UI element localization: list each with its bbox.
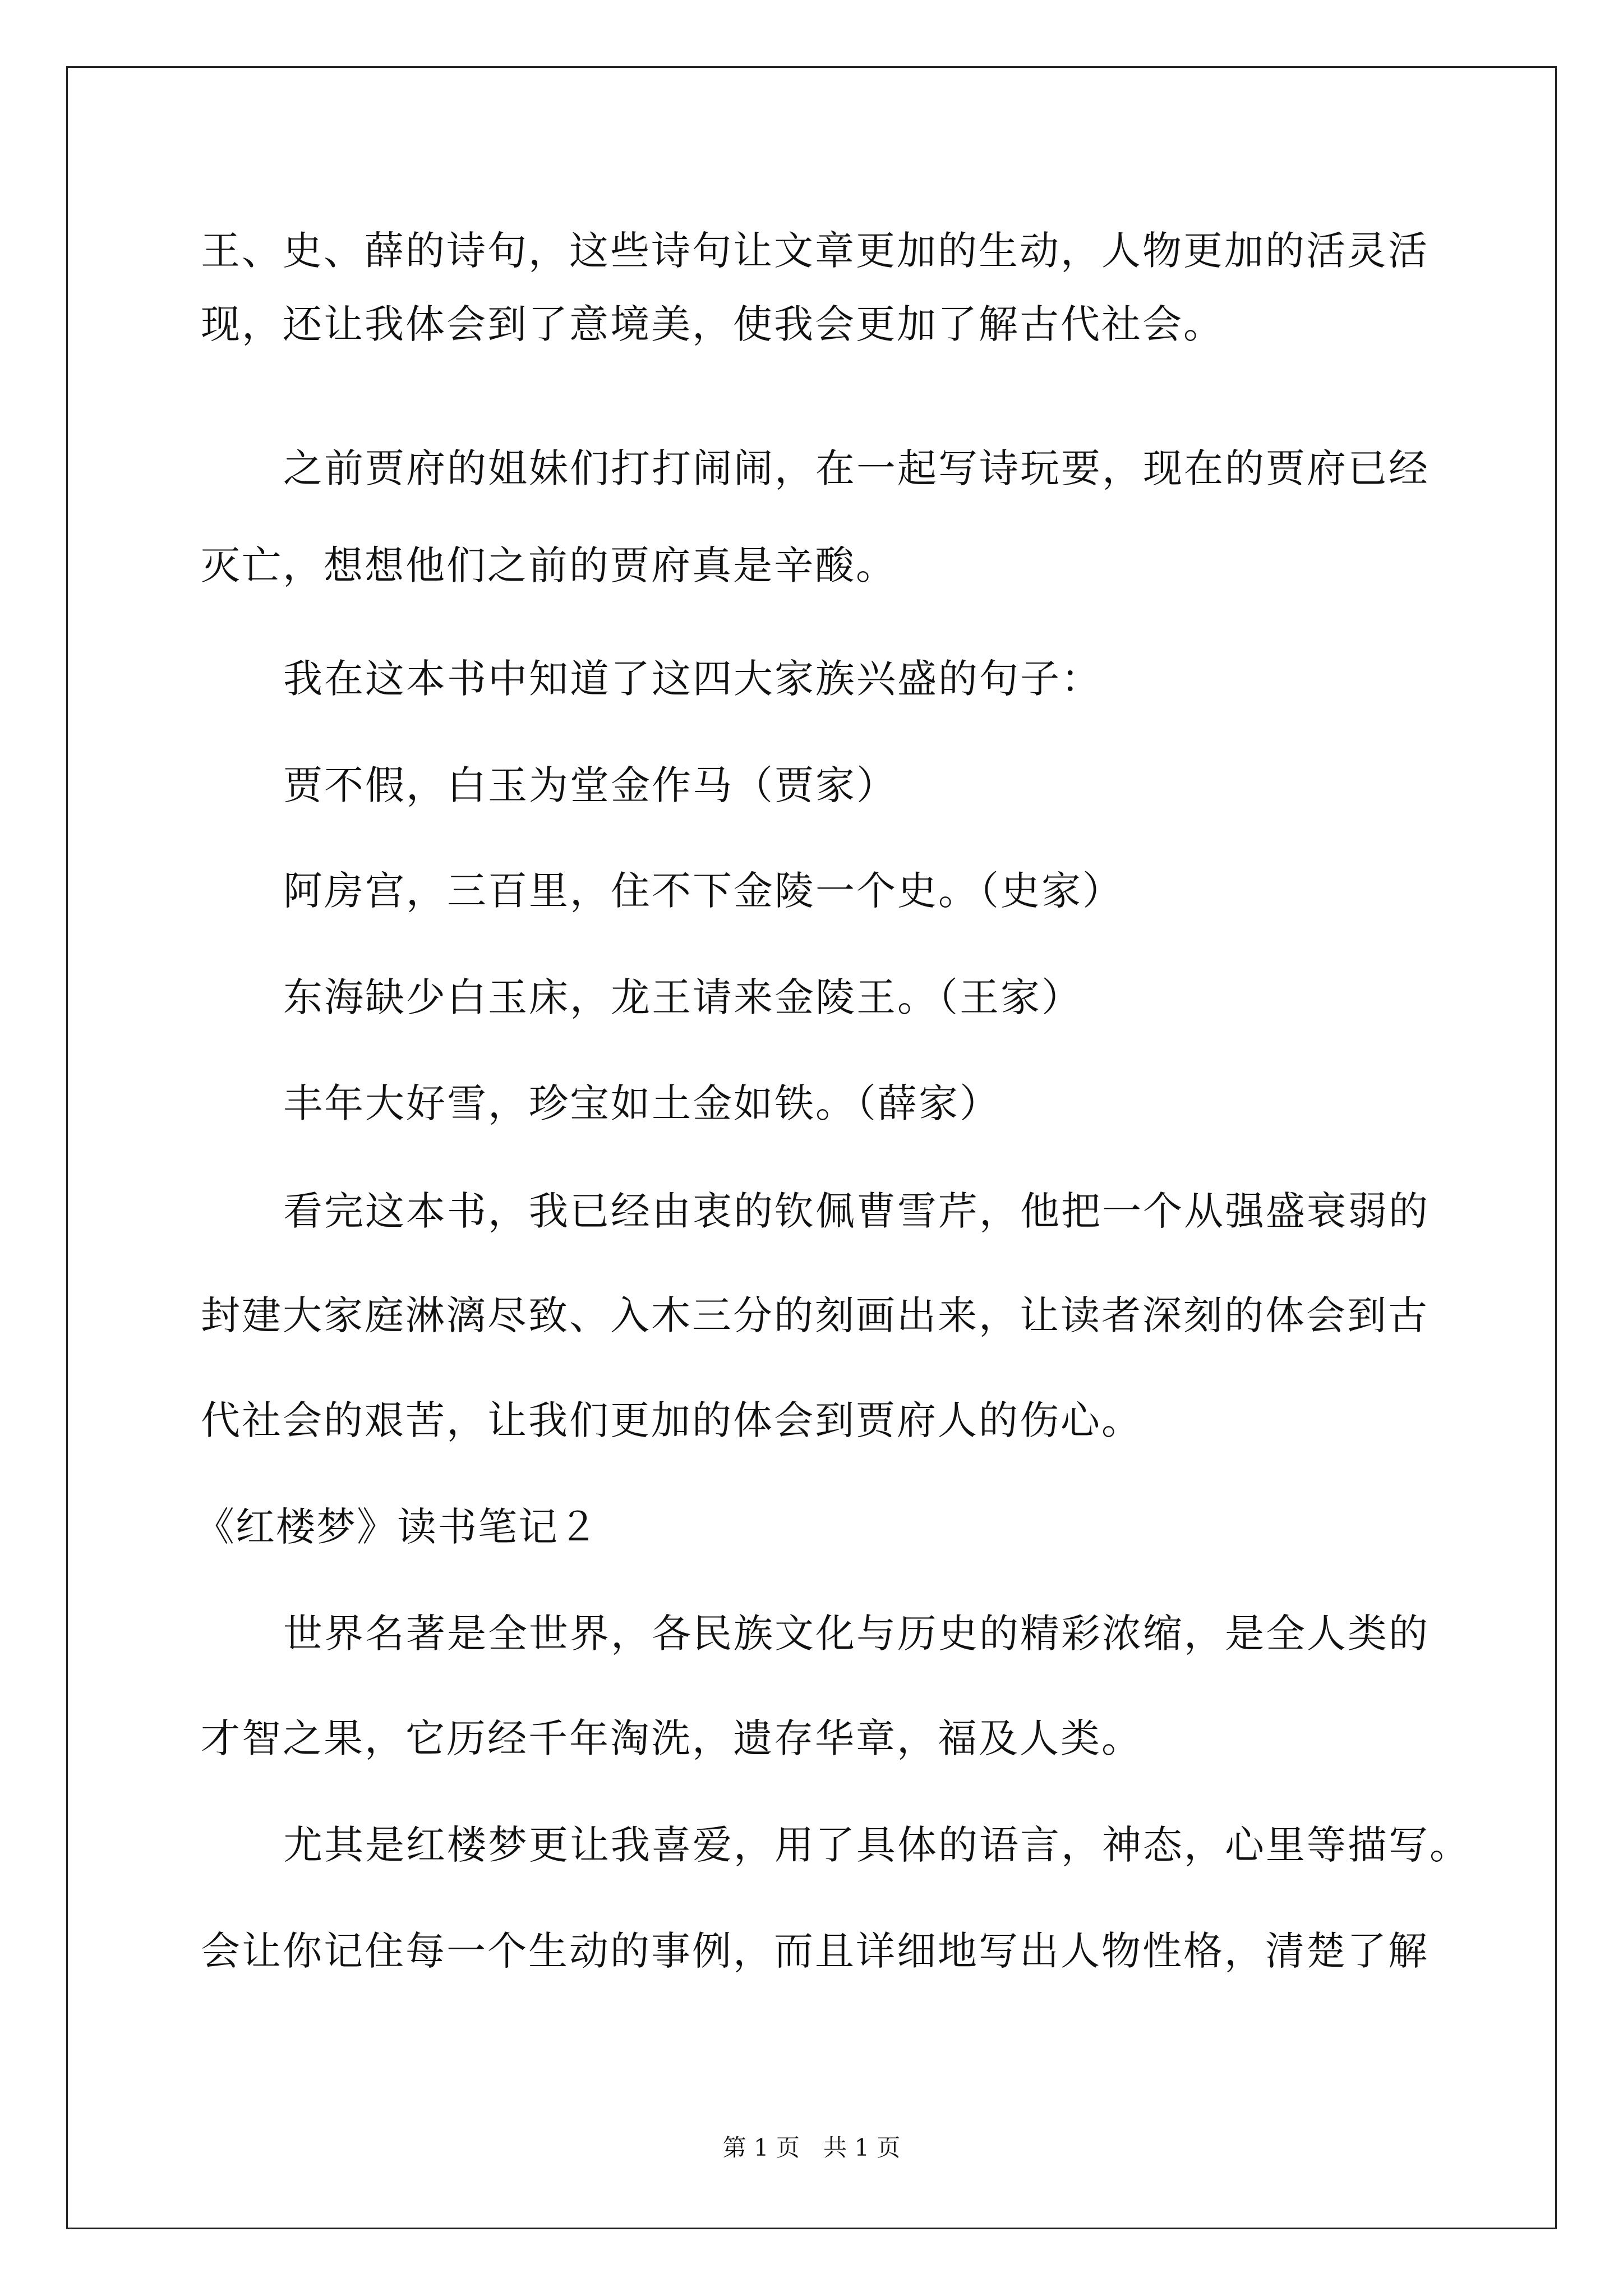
body-text-line: 看完这本书，我已经由衷的钦佩曹雪芹，他把一个从强盛衰弱的	[283, 1188, 1430, 1234]
body-text-line: 现，还让我体会到了意境美，使我会更加了解古代社会。	[201, 301, 1224, 347]
body-text-line: 才智之果，它历经千年淘洗，遗存华章，福及人类。	[201, 1715, 1142, 1761]
body-text-line: 东海缺少白玉床，龙王请来金陵王。（王家）	[283, 974, 1082, 1020]
body-text-line: 之前贾府的姐妹们打打闹闹，在一起写诗玩要，现在的贾府已经	[283, 445, 1430, 491]
page-border	[66, 66, 1557, 2229]
body-text-line: 王、史、薛的诗句，这些诗句让文章更加的生动，人物更加的活灵活	[201, 228, 1429, 274]
body-text-line: 代社会的艰苦，让我们更加的体会到贾府人的伤心。	[201, 1397, 1142, 1443]
body-text-line: 会让你记住每一个生动的事例，而且详细地写出人物性格，清楚了解	[201, 1928, 1429, 1974]
section-heading: 《红楼梦》读书笔记２	[195, 1504, 599, 1550]
body-text-line: 阿房宫，三百里，住不下金陵一个史。（史家）	[283, 868, 1123, 914]
body-text-line: 封建大家庭淋漓尽致、入木三分的刻画出来，让读者深刻的体会到古	[201, 1292, 1429, 1338]
body-text-line: 贾不假，白玉为堂金作马（贾家）	[283, 762, 897, 808]
body-text-line: 灭亡，想想他们之前的贾府真是辛酸。	[201, 542, 897, 588]
page-footer: 第 1 页 共 1 页	[722, 2134, 901, 2161]
body-text-line: 丰年大好雪，珍宝如土金如铁。（薛家）	[283, 1080, 1000, 1126]
body-text-line: 尤其是红楼梦更让我喜爱，用了具体的语言，神态，心里等描写。	[283, 1822, 1470, 1868]
body-text-line: 世界名著是全世界，各民族文化与历史的精彩浓缩，是全人类的	[283, 1611, 1430, 1657]
body-text-line: 我在这本书中知道了这四大家族兴盛的句子：	[283, 656, 1102, 702]
